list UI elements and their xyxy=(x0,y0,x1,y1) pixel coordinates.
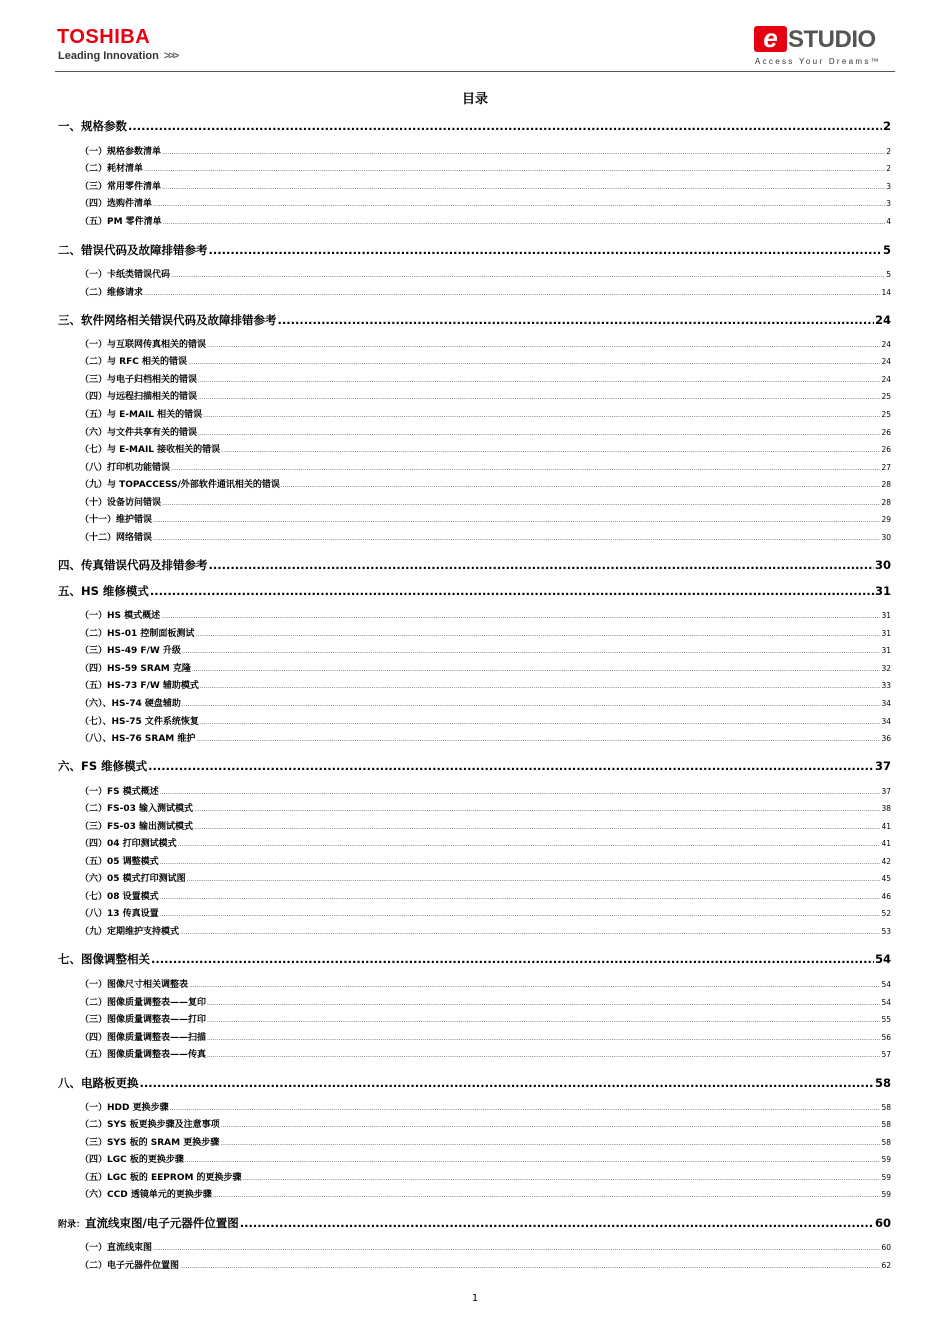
toc-entry-label: （二）电子元器件位置图 xyxy=(80,1261,180,1271)
toc-dot-leader xyxy=(200,717,881,729)
toc-subsection-entry[interactable] xyxy=(80,497,891,509)
toc-entry-label: （一）FS 模式概述 xyxy=(80,787,159,797)
toc-subsection-entry[interactable] xyxy=(80,146,891,158)
toc-subsection-entry[interactable] xyxy=(80,610,891,622)
toc-entry-page: 53 xyxy=(881,927,891,936)
toc-dot-leader xyxy=(209,242,882,258)
toc-dot-leader xyxy=(153,199,885,211)
toc-subsection-entry[interactable] xyxy=(80,821,891,833)
toc-subsection-entry[interactable] xyxy=(80,628,891,640)
toc-entry-label: （五）LGC 板的 EEPROM 的更换步骤 xyxy=(80,1173,242,1183)
toc-entry-label: （一）HDD 更换步骤 xyxy=(80,1103,169,1113)
toc-dot-leader xyxy=(163,217,886,229)
toc-dot-leader xyxy=(150,583,874,599)
toc-entry-label: （十二）网络错误 xyxy=(80,533,153,543)
toc-entry-page: 28 xyxy=(881,498,891,507)
toc-entry-label: （五）HS-73 F/W 辅助模式 xyxy=(80,681,199,691)
toc-subsection-entry[interactable] xyxy=(80,198,891,210)
toc-section-entry[interactable] xyxy=(58,557,891,573)
toc-dot-leader xyxy=(153,533,880,545)
toc-dot-leader xyxy=(243,1173,881,1185)
estudio-e-mark: e xyxy=(754,26,787,52)
toc-entry-label: （二）FS-03 输入测试模式 xyxy=(80,804,194,814)
toc-dot-leader xyxy=(188,357,881,369)
toc-dot-leader xyxy=(194,822,880,834)
toc-entry-label: （一）直流线束图 xyxy=(80,1243,153,1253)
toc-entry-label: （四）选购件清单 xyxy=(80,199,153,209)
toc-entry-page: 52 xyxy=(881,909,891,918)
toc-entry-label: 六、FS 维修模式 xyxy=(58,759,148,773)
toc-entry-label: （一）卡纸类错误代码 xyxy=(80,270,171,280)
toc-entry-page: 31 xyxy=(881,646,891,655)
toc-entry-page: 37 xyxy=(874,759,891,773)
toc-entry-label: （二）维修请求 xyxy=(80,288,144,298)
toc-entry-page: 24 xyxy=(881,375,891,384)
toc-subsection-entry[interactable] xyxy=(80,645,891,657)
toc-section-entry[interactable] xyxy=(58,312,891,328)
toc-subsection-entry[interactable] xyxy=(80,733,891,745)
estudio-wordmark: STUDIO xyxy=(788,26,876,53)
toc-entry-label: 一、规格参数 xyxy=(58,119,127,133)
toc-section-entry[interactable] xyxy=(58,758,891,774)
toc-subsection-entry[interactable] xyxy=(80,462,891,474)
toc-entry-label: 三、软件网络相关错误代码及故障排错参考 xyxy=(58,313,277,327)
toc-dot-leader xyxy=(182,699,881,711)
tagline-text: Leading Innovation xyxy=(58,50,159,62)
toc-entry-label xyxy=(58,1215,239,1233)
toc-entry-page: 38 xyxy=(881,804,891,813)
toc-entry-page: 25 xyxy=(881,410,891,419)
toc-dot-leader xyxy=(161,611,880,623)
toc-dot-leader xyxy=(195,629,880,641)
toc-dot-leader xyxy=(160,787,881,799)
toc-entry-label: （六）05 模式打印测试图 xyxy=(80,874,186,884)
toc-entry-label: （一）规格参数清单 xyxy=(80,147,162,157)
toc-entry-page: 24 xyxy=(874,313,891,327)
toc-subsection-entry[interactable] xyxy=(80,287,891,299)
toc-dot-leader xyxy=(187,874,881,886)
page-header xyxy=(0,0,950,75)
toc-dot-leader xyxy=(207,998,880,1010)
toc-subsection-entry[interactable] xyxy=(80,409,891,421)
toc-section-entry[interactable] xyxy=(58,1075,891,1091)
toc-subsection-entry[interactable] xyxy=(80,997,891,1009)
toc-dot-leader xyxy=(221,1120,881,1132)
toc-dot-leader xyxy=(160,909,881,921)
toc-subsection-entry[interactable] xyxy=(80,1102,891,1114)
toc-entry-page: 36 xyxy=(881,734,891,743)
toc-dot-leader xyxy=(192,664,881,676)
toc-entry-page: 45 xyxy=(881,874,891,883)
toc-subsection-entry[interactable] xyxy=(80,1032,891,1044)
toc-entry-label: （四）LGC 板的更换步骤 xyxy=(80,1155,184,1165)
toc-dot-leader xyxy=(128,118,882,134)
toc-dot-leader xyxy=(144,164,885,176)
toc-entry-label: （九）与 TOPACCESS/外部软件通讯相关的错误 xyxy=(80,480,280,490)
toc-dot-leader xyxy=(160,892,881,904)
toc-dot-leader xyxy=(198,375,880,387)
toc-entry-page: 2 xyxy=(886,147,891,156)
toc-entry-page: 59 xyxy=(881,1155,891,1164)
toc-entry-label: （五）05 调整模式 xyxy=(80,857,159,867)
toc-entry-label: （四）04 打印测试模式 xyxy=(80,839,177,849)
toc-entry-page: 59 xyxy=(881,1190,891,1199)
toc-entry-label: （三）HS-49 F/W 升级 xyxy=(80,646,181,656)
toc-entry-page: 60 xyxy=(881,1243,891,1252)
toc-subsection-entry[interactable] xyxy=(80,926,891,938)
toc-subsection-entry[interactable] xyxy=(80,698,891,710)
toc-subsection-entry[interactable] xyxy=(80,374,891,386)
toc-entry-page: 30 xyxy=(881,533,891,542)
toc-dot-leader xyxy=(207,1050,880,1062)
toc-subsection-entry[interactable] xyxy=(80,181,891,193)
toc-entry-page: 4 xyxy=(886,217,891,226)
toc-subsection-entry[interactable] xyxy=(80,269,891,281)
toc-subsection-entry[interactable] xyxy=(80,716,891,728)
toc-entry-page: 60 xyxy=(874,1216,891,1230)
toc-entry-page: 3 xyxy=(886,199,891,208)
toc-dot-leader xyxy=(203,410,880,422)
toc-subsection-entry[interactable] xyxy=(80,873,891,885)
toc-entry-label: （二）耗材清单 xyxy=(80,164,144,174)
estudio-tagline: Access Your Dreams™ xyxy=(755,57,881,66)
toc-dot-leader xyxy=(198,392,880,404)
toc-entry-label: （八）、HS-76 SRAM 维护 xyxy=(80,734,196,744)
toc-entry-label: （三）常用零件清单 xyxy=(80,182,162,192)
toc-dot-leader xyxy=(162,498,880,510)
toc-entry-label: （四）与远程扫描相关的错误 xyxy=(80,392,198,402)
toc-dot-leader xyxy=(240,1215,874,1231)
toc-entry-label: （六）与文件共享有关的错误 xyxy=(80,428,198,438)
toc-dot-leader xyxy=(178,839,881,851)
toc-subsection-entry[interactable] xyxy=(80,1137,891,1149)
toc-subsection-entry[interactable] xyxy=(80,216,891,228)
toc-dot-leader xyxy=(281,480,881,492)
toc-subsection-entry[interactable] xyxy=(80,1049,891,1061)
toc-subsection-entry[interactable] xyxy=(80,979,891,991)
toc-dot-leader xyxy=(213,1190,881,1202)
toc-dot-leader xyxy=(200,681,881,693)
toc-entry-label: （二）与 RFC 相关的错误 xyxy=(80,357,187,367)
toc-title: 目录 xyxy=(461,92,488,107)
toc-dot-leader xyxy=(196,734,880,746)
toc-dot-leader xyxy=(209,557,874,573)
toc-dot-leader xyxy=(171,463,880,475)
toc-dot-leader xyxy=(207,340,880,352)
toc-entry-page: 62 xyxy=(881,1261,891,1270)
toc-entry-page: 58 xyxy=(881,1103,891,1112)
header-divider xyxy=(55,71,895,72)
toc-entry-page: 32 xyxy=(881,664,891,673)
toc-entry-page: 24 xyxy=(881,357,891,366)
toc-subsection-entry[interactable] xyxy=(80,786,891,798)
toc-section-entry[interactable] xyxy=(58,242,891,258)
toc-subsection-entry[interactable] xyxy=(80,891,891,903)
toc-entry-page: 27 xyxy=(881,463,891,472)
toc-subsection-entry[interactable] xyxy=(80,1119,891,1131)
toc-entry-page: 5 xyxy=(886,270,891,279)
toc-dot-leader xyxy=(207,1033,880,1045)
toc-subsection-entry[interactable] xyxy=(80,163,891,175)
toc-entry-page: 26 xyxy=(881,445,891,454)
toc-dot-leader xyxy=(198,428,880,440)
toc-dot-leader xyxy=(148,758,874,774)
toc-entry-page: 2 xyxy=(882,119,891,133)
toc-subsection-entry[interactable] xyxy=(80,1154,891,1166)
toc-entry-label: 八、电路板更换 xyxy=(58,1076,139,1090)
toc-entry-page: 31 xyxy=(874,584,891,598)
toc-entry-page: 54 xyxy=(881,980,891,989)
toc-section-entry[interactable] xyxy=(58,951,891,967)
toc-entry-page: 3 xyxy=(886,182,891,191)
toc-dot-leader xyxy=(221,445,880,457)
toc-dot-leader xyxy=(194,804,880,816)
toc-subsection-entry[interactable] xyxy=(80,1242,891,1254)
toc-entry-label: （三）图像质量调整表——打印 xyxy=(80,1015,207,1025)
toc-subsection-entry[interactable] xyxy=(80,479,891,491)
toshiba-logo: TOSHIBA xyxy=(57,26,151,48)
toc-dot-leader xyxy=(278,312,874,328)
toc-entry-page: 59 xyxy=(881,1173,891,1182)
toc-subsection-entry[interactable] xyxy=(80,838,891,850)
toc-entry-page: 57 xyxy=(881,1050,891,1059)
toc-section-entry[interactable] xyxy=(58,118,891,134)
toc-entry-prefix: 附录： xyxy=(58,1220,86,1230)
toc-dot-leader xyxy=(171,270,885,282)
toc-subsection-entry[interactable] xyxy=(80,1260,891,1272)
toc-subsection-entry[interactable] xyxy=(80,532,891,544)
toc-entry-page: 25 xyxy=(881,392,891,401)
toc-entry-label: （二）HS-01 控制面板测试 xyxy=(80,629,195,639)
toc-dot-leader xyxy=(162,147,885,159)
toc-dot-leader xyxy=(160,857,881,869)
toc-dot-leader xyxy=(153,1243,880,1255)
toc-entry-label: （八）打印机功能错误 xyxy=(80,463,171,473)
toc-subsection-entry[interactable] xyxy=(80,680,891,692)
toc-subsection-entry[interactable] xyxy=(80,339,891,351)
toc-entry-page: 28 xyxy=(881,480,891,489)
toc-entry-page: 54 xyxy=(874,952,891,966)
toc-entry-page: 56 xyxy=(881,1033,891,1042)
toc-entry-page: 54 xyxy=(881,998,891,1007)
toc-subsection-entry[interactable] xyxy=(80,663,891,675)
toc-entry-label: （五）与 E-MAIL 相关的错误 xyxy=(80,410,203,420)
toc-entry-label: （七）08 设置模式 xyxy=(80,892,159,902)
toc-subsection-entry[interactable] xyxy=(80,1189,891,1201)
tagline xyxy=(58,50,177,63)
toc-entry-page: 37 xyxy=(881,787,891,796)
toc-entry-page: 55 xyxy=(881,1015,891,1024)
toc-entry-page: 2 xyxy=(886,164,891,173)
toc-entry-label: （六）、HS-74 硬盘辅助 xyxy=(80,699,181,709)
toc-entry-page: 24 xyxy=(881,340,891,349)
toc-entry-label: （四）图像质量调整表——扫描 xyxy=(80,1033,207,1043)
toc-dot-leader xyxy=(153,515,880,527)
toc-entry-page: 30 xyxy=(874,558,891,572)
toc-entry-page: 26 xyxy=(881,428,891,437)
toc-dot-leader xyxy=(144,288,880,300)
toc-subsection-entry[interactable] xyxy=(80,1172,891,1184)
toc-entry-label: （三）与电子归档相关的错误 xyxy=(80,375,198,385)
toc-dot-leader xyxy=(189,980,880,992)
toc-entry-label: （一）与互联网传真相关的错误 xyxy=(80,340,207,350)
toc-dot-leader xyxy=(170,1103,881,1115)
toc-entry-page: 58 xyxy=(881,1138,891,1147)
toc-entry-page: 58 xyxy=(881,1120,891,1129)
toc-entry-label: （十）设备访问错误 xyxy=(80,498,162,508)
toc-dot-leader xyxy=(162,182,885,194)
estudio-logo xyxy=(754,23,894,70)
toc-entry-page: 31 xyxy=(881,629,891,638)
toc-dot-leader xyxy=(185,1155,881,1167)
toc-entry-label: （五）图像质量调整表——传真 xyxy=(80,1050,207,1060)
toc-subsection-entry[interactable] xyxy=(80,1014,891,1026)
toc-subsection-entry[interactable] xyxy=(80,427,891,439)
toc-dot-leader xyxy=(180,1261,880,1273)
toc-entry-label: （二）SYS 板更换步骤及注意事项 xyxy=(80,1120,220,1130)
toc-entry-page: 41 xyxy=(881,822,891,831)
toc-subsection-entry[interactable] xyxy=(80,514,891,526)
toc-entry-page: 58 xyxy=(874,1076,891,1090)
toc-entry-label: （九）定期维护支持模式 xyxy=(80,927,180,937)
toc-entry-label: （八）13 传真设置 xyxy=(80,909,159,919)
toc-entry-page: 29 xyxy=(881,515,891,524)
toc-entry-label: （三）FS-03 输出测试模式 xyxy=(80,822,194,832)
toc-entry-label: （十一）维护错误 xyxy=(80,515,153,525)
toc-dot-leader xyxy=(207,1015,880,1027)
toc-entry-label: （七）、HS-75 文件系统恢复 xyxy=(80,717,199,727)
toc-entry-label: 五、HS 维修模式 xyxy=(58,584,149,598)
toc-entry-label: （一）HS 模式概述 xyxy=(80,611,161,621)
toc-entry-label: （四）HS-59 SRAM 克隆 xyxy=(80,664,191,674)
toc-entry-label: （一）图像尺寸相关调整表 xyxy=(80,980,189,990)
toc-entry-label: （二）图像质量调整表——复印 xyxy=(80,998,207,1008)
toc-subsection-entry[interactable] xyxy=(80,356,891,368)
toc-dot-leader xyxy=(220,1138,880,1150)
toc-entry-label-text: 直流线束图/电子元器件位置图 xyxy=(85,1216,239,1230)
toc-dot-leader xyxy=(182,646,881,658)
page-number: 1 xyxy=(471,1293,479,1304)
toc-entry-label: 二、错误代码及故障排错参考 xyxy=(58,243,208,257)
toc-entry-label: （六）CCD 透镜单元的更换步骤 xyxy=(80,1190,212,1200)
toc-subsection-entry[interactable] xyxy=(80,444,891,456)
toc-entry-page: 46 xyxy=(881,892,891,901)
toc-entry-page: 14 xyxy=(881,288,891,297)
toc-entry-page: 34 xyxy=(881,699,891,708)
toc-entry-label: 七、图像调整相关 xyxy=(58,952,150,966)
toc-entry-label: 四、传真错误代码及排错参考 xyxy=(58,558,208,572)
toc-entry-page: 34 xyxy=(881,717,891,726)
toc-entry-page: 31 xyxy=(881,611,891,620)
toc-entry-label: （七）与 E-MAIL 接收相关的错误 xyxy=(80,445,221,455)
toc-entry-page: 33 xyxy=(881,681,891,690)
tagline-arrows-icon: >>> xyxy=(163,50,178,62)
toc-entry-page: 5 xyxy=(882,243,891,257)
toc-subsection-entry[interactable] xyxy=(80,391,891,403)
toc-section-entry[interactable] xyxy=(58,1215,891,1231)
toc-dot-leader xyxy=(140,1075,874,1091)
toc-entry-page: 42 xyxy=(881,857,891,866)
toc-section-entry[interactable] xyxy=(58,583,891,599)
toc-entry-label: （五）PM 零件清单 xyxy=(80,217,162,227)
toc-dot-leader xyxy=(180,927,880,939)
toc-entry-page: 41 xyxy=(881,839,891,848)
toc-subsection-entry[interactable] xyxy=(80,856,891,868)
toc-subsection-entry[interactable] xyxy=(80,908,891,920)
toc-dot-leader xyxy=(151,951,874,967)
toc-entry-label: （三）SYS 板的 SRAM 更换步骤 xyxy=(80,1138,220,1148)
toc-subsection-entry[interactable] xyxy=(80,803,891,815)
